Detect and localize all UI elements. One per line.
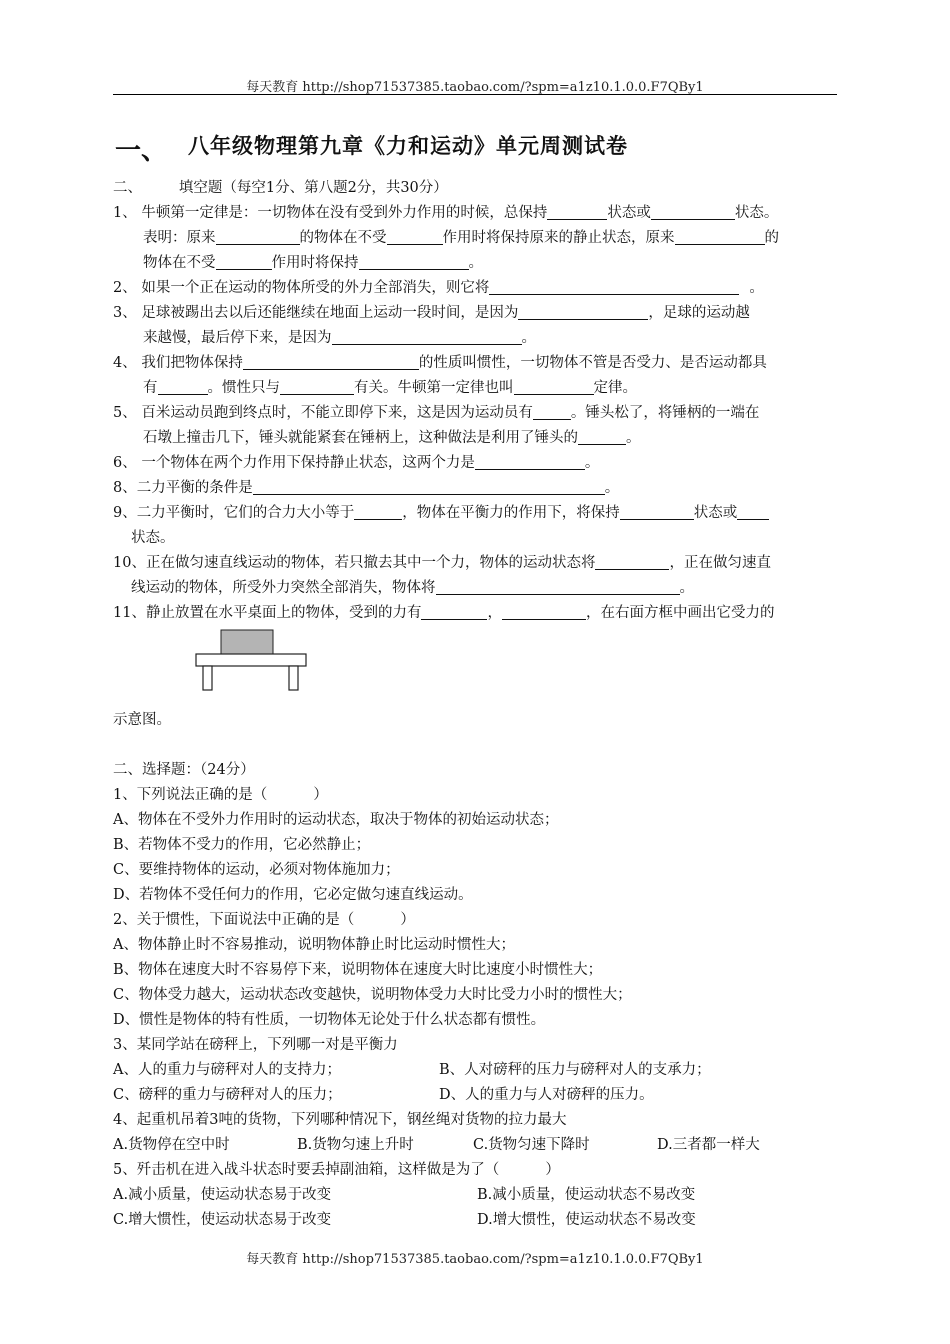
choice-q4-option-a: A.货物停在空中时	[113, 1137, 230, 1153]
fill-q2: 2、 如果一个正在运动的物体所受的外力全部消失，则它将 。	[113, 280, 764, 296]
choice-q2-option-c: C、物体受力越大，运动状态改变越快，说明物体受力大时比受力小时的惯性大；	[113, 987, 632, 1003]
blank[interactable]	[475, 453, 585, 470]
choice-q5-option-b: B.减小质量，使运动状态不易改变	[477, 1187, 696, 1203]
blank[interactable]	[243, 353, 419, 370]
fill-q11-line2: 示意图。	[113, 712, 171, 728]
choice-q1-stem: 1、下列说法正确的是（ ）	[113, 787, 328, 803]
blank[interactable]	[502, 603, 586, 620]
blank[interactable]	[620, 503, 694, 520]
blank[interactable]	[533, 403, 571, 420]
choice-q2-option-a: A、物体静止时不容易推动，说明物体静止时比运动时惯性大；	[113, 937, 515, 953]
blank[interactable]	[489, 278, 739, 295]
fill-q4-line2: 有 。惯性只与 有关。牛顿第一定律也叫 定律。	[143, 380, 637, 396]
table-figure	[113, 626, 839, 708]
fill-q3-line2: 来越慢，最后停下来，是因为 。	[143, 330, 536, 346]
fill-q1-line2: 表明：原来 的物体在不受 作用时将保持原来的静止状态，原来 的	[143, 230, 779, 246]
table-with-block-illustration	[193, 626, 333, 706]
choice-q2-option-d: D、惯性是物体的特有性质，一切物体无论处于什么状态都有惯性。	[113, 1012, 546, 1028]
blank[interactable]	[421, 603, 487, 620]
choice-q1-option-a: A、物体在不受外力作用时的运动状态，取决于物体的初始运动状态；	[113, 812, 559, 828]
fill-q3-line1: 3、 足球被踢出去以后还能继续在地面上运动一段时间，是因为 ，足球的运动越	[113, 305, 750, 321]
choice-q4-option-c: C.货物匀速下降时	[473, 1137, 590, 1153]
table-leg-right	[289, 666, 298, 690]
choice-q4-stem: 4、起重机吊着3吨的货物，下列哪种情况下，钢丝绳对货物的拉力最大	[113, 1112, 567, 1128]
fill-q1-line1: 1、 牛顿第一定律是：一切物体在没有受到外力作用的时候，总保持 状态或 状态。	[113, 205, 779, 221]
choice-q2-stem: 2、关于惯性，下面说法中正确的是（ ）	[113, 912, 415, 928]
page-header: 每天教育 http://shop71537385.taobao.com/?spm=a1z10.1.0.0.F7QBy1	[246, 80, 704, 95]
blank[interactable]	[737, 503, 769, 520]
choice-q5-row2	[113, 1208, 839, 1233]
blank[interactable]	[387, 228, 443, 245]
choice-q5-option-a: A.减小质量，使运动状态易于改变	[113, 1187, 332, 1203]
blank[interactable]	[158, 378, 208, 395]
blank[interactable]	[332, 328, 522, 345]
choice-heading: 二、选择题：（24分）	[113, 762, 255, 778]
choice-q4-options	[113, 1133, 839, 1158]
choice-q1-option-d: D、若物体不受任何力的作用，它必定做匀速直线运动。	[113, 887, 473, 903]
table-leg-left	[203, 666, 212, 690]
blank[interactable]	[595, 553, 669, 570]
blank[interactable]	[216, 253, 272, 270]
blank[interactable]	[354, 503, 402, 520]
choice-q3-option-a: A、人的重力与磅秤对人的支持力；	[113, 1062, 341, 1078]
fill-q4-line1: 4、 我们把物体保持 的性质叫惯性，一切物体不管是否受力、是否运动都具	[113, 355, 767, 371]
choice-q5-option-c: C.增大惯性，使运动状态易于改变	[113, 1212, 332, 1228]
choice-q2-option-b: B、物体在速度大时不容易停下来，说明物体在速度大时比速度小时惯性大；	[113, 962, 603, 978]
blank[interactable]	[253, 478, 605, 495]
choice-q3-option-b: B、人对磅秤的压力与磅秤对人的支承力；	[439, 1062, 711, 1078]
choice-q5-option-d: D.增大惯性，使运动状态不易改变	[477, 1212, 696, 1228]
table-top	[196, 654, 306, 666]
fill-q9-line1: 9、二力平衡时，它们的合力大小等于 ，物体在平衡力的作用下，将保持 状态或	[113, 501, 839, 526]
blank[interactable]	[514, 378, 594, 395]
blank[interactable]	[578, 428, 626, 445]
fill-q10-line2: 线运动的物体，所受外力突然全部消失，物体将 。	[131, 580, 694, 596]
fill-q6: 6、 一个物体在两个力作用下保持静止状态，这两个力是 。	[113, 455, 600, 471]
choice-q5-stem: 5、歼击机在进入战斗状态时要丢掉副油箱，这样做是为了（ ）	[113, 1162, 560, 1178]
fill-q8: 8、二力平衡的条件是 。	[113, 480, 620, 496]
choice-q3-row2	[113, 1083, 839, 1108]
fill-q1-line3: 物体在不受 作用时将保持 。	[143, 255, 483, 271]
blank[interactable]	[518, 303, 648, 320]
fill-q9-line2: 状态。	[131, 530, 175, 546]
blank[interactable]	[436, 578, 680, 595]
page-title: 八年级物理第九章《力和运动》单元周测试卷	[188, 134, 628, 158]
choice-q1-option-b: B、若物体不受力的作用，它必然静止；	[113, 837, 371, 853]
blank[interactable]	[216, 228, 300, 245]
fill-heading: 二、 填空题（每空1分、第八题2分，共30分）	[113, 180, 448, 196]
blank[interactable]	[280, 378, 354, 395]
blank[interactable]	[675, 228, 765, 245]
blank[interactable]	[547, 203, 607, 220]
worksheet-content	[113, 176, 839, 1233]
title-row	[113, 124, 837, 164]
block-on-table	[221, 630, 273, 654]
choice-q3-option-d: D、人的重力与人对磅秤的压力。	[439, 1087, 654, 1103]
choice-q3-stem: 3、某同学站在磅秤上，下列哪一对是平衡力	[113, 1037, 398, 1053]
fill-q11-line1: 11、静止放置在水平桌面上的物体，受到的力有 ， ，在右面方框中画出它受力的	[113, 605, 775, 621]
choice-q5-row1	[113, 1183, 839, 1208]
fill-q5-line2: 石墩上撞击几下，锤头就能紧套在锤柄上，这种做法是利用了锤头的 。	[143, 430, 641, 446]
header-rule	[113, 94, 837, 95]
fill-q5-line1: 5、 百米运动员跑到终点时，不能立即停下来，这是因为运动员有 。锤头松了，将锤柄的一端在	[113, 405, 760, 421]
choice-q4-option-b: B.货物匀速上升时	[297, 1137, 414, 1153]
fill-q10-line1: 10、正在做匀速直线运动的物体，若只撤去其中一个力，物体的运动状态将 ，正在做匀速直	[113, 555, 771, 571]
choice-q3-option-c: C、磅秤的重力与磅秤对人的压力；	[113, 1087, 342, 1103]
choice-q3-row1	[113, 1058, 839, 1083]
title-number: 一、	[115, 136, 168, 166]
page-footer: 每天教育 http://shop71537385.taobao.com/?spm=a1z10.1.0.0.F7QBy1	[246, 1252, 704, 1267]
choice-q1-option-c: C、要维持物体的运动，必须对物体施加力；	[113, 862, 400, 878]
blank[interactable]	[359, 253, 469, 270]
blank[interactable]	[651, 203, 735, 220]
choice-q4-option-d: D.三者都一样大	[657, 1137, 760, 1153]
